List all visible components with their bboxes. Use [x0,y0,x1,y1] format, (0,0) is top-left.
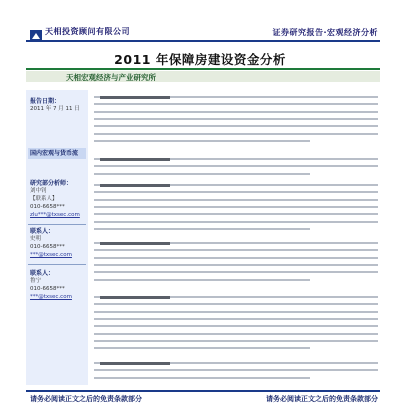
paragraph-heading-mark [100,184,170,187]
body-text-line [94,279,310,281]
company-logo [30,27,42,39]
contact-2-name: 史明 [30,236,42,242]
body-text-line [94,221,378,223]
report-title: 2011 年保障房建设资金分析 [114,52,286,67]
email-link-1[interactable]: zlu***@txsec.com [30,212,80,218]
phone-2: 010-6658*** [30,244,65,250]
institute-name: 天相宏观经济与产业研究所 [66,73,156,82]
body-text-line [94,165,378,167]
footer-disclaimer-right: 请务必阅读正文之后的免责条款部分 [266,395,378,403]
body-text-line [94,271,378,273]
body-text-line [94,133,378,135]
footer-disclaimer-left: 请务必阅读正文之后的免责条款部分 [30,395,142,403]
body-text-line [94,264,378,266]
contact-3-name: 鲁宁 [30,278,42,284]
contact-label: 【联系人】 [30,196,58,202]
body-text-line [94,257,378,259]
body-text-line [94,311,378,313]
paragraph-heading-mark [100,158,170,161]
sidebar-divider-2 [28,264,86,265]
report-date: 2011 年 7 月 11 日 [30,106,80,112]
body-text-line [94,249,378,251]
body-text-line [94,206,378,208]
body-text-line [94,333,378,335]
paragraph-heading-mark [100,362,170,365]
paragraph-heading-mark [100,96,170,99]
phone-1: 010-6658*** [30,204,65,210]
body-text-line [94,347,310,349]
body-text-line [94,325,378,327]
body-text-line [94,377,310,379]
contact-2-label: 联系人： [30,228,55,235]
report-date-label: 报告日期： [30,98,61,105]
body-text-line [94,118,378,120]
body-text-line [94,111,378,113]
analyst-name: 刘中钊 [30,188,47,194]
body-text-line [94,191,378,193]
phone-3: 010-6658*** [30,286,65,292]
paragraph-heading-mark [100,296,170,299]
company-name: 天相投资顾问有限公司 [45,27,130,36]
body-text-line [94,303,378,305]
sidebar-divider-1 [28,224,86,225]
body-text-line [94,140,310,142]
section-label: 国内宏观与货币流 [30,150,79,157]
body-text-line [94,125,378,127]
body-text-line [94,369,378,371]
email-link-3[interactable]: ***@txsec.com [30,294,72,300]
analyst-label: 研究部分析师： [30,180,73,187]
body-text-line [94,228,310,230]
body-text-line [94,340,378,342]
body-text-line [94,103,378,105]
contact-3-label: 联系人： [30,270,55,277]
title-rule [26,68,380,70]
body-text-line [94,213,378,215]
body-text-line [94,173,310,175]
report-type: 证券研究报告·宏观经济分析 [272,28,378,37]
email-link-2[interactable]: ***@txsec.com [30,252,72,258]
paragraph-heading-mark [100,242,170,245]
body-text-line [94,199,378,201]
footer-rule [26,390,380,392]
header-rule [26,40,380,42]
body-text-line [94,318,378,320]
